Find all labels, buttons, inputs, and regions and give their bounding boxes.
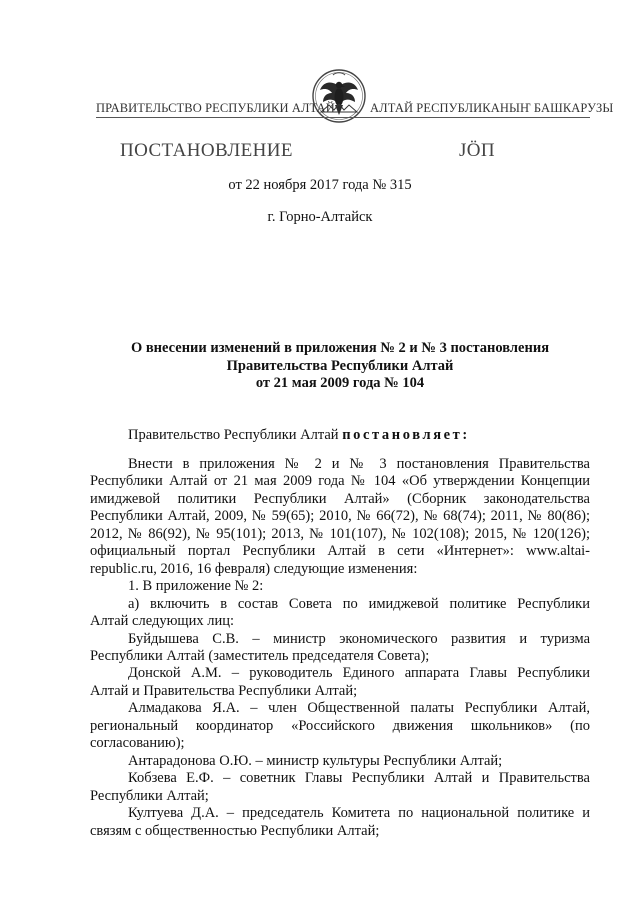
doc-type-ru: ПОСТАНОВЛЕНИЕ [120,140,293,161]
header-government-alt: АЛТАЙ РЕСПУБЛИКАНЫҤ БАШКАРУЗЫ [370,101,614,115]
doc-type-alt: JÖП [459,140,496,161]
body-line: Алтай и Правительства Республики Алтай; [90,682,358,699]
body-line: региональный координатор «Российского движения школьников» (по [90,717,590,734]
body-line: Республики Алтай; [90,787,209,804]
document-body [90,456,590,840]
body-line: согласованию); [90,735,185,752]
title-line: Правительства Республики Алтай [226,357,454,374]
body-line: Буйдышева С.В. – министр экономического развития и туризма [128,630,590,647]
title-line: от 21 мая 2009 года № 104 [255,375,425,391]
body-line: Антарадонова О.Ю. – министр культуры Республики Алтай; [128,752,503,769]
body-line: Кобзева Е.Ф. – советник Главы Республики Алтай и Правительства [128,770,590,787]
body-line: Алтай следующих лиц: [90,613,235,630]
body-line: официальный портал Республики Алтай в сети «Интернет»: www.altai- [90,543,590,560]
body-line: имиджевой политики Республики Алтай» (Сборник законодательства [90,490,590,507]
body-line: а) включить в состав Совета по имиджевой политике Республики [128,595,590,612]
body-line: republic.ru, 2016, 16 февраля) следующие изменения: [90,560,418,577]
intro-paragraph [128,426,470,444]
intro-verb: постановляет: [342,427,470,443]
body-line: Донской А.М. – руководитель Единого аппарата Главы Республики [128,665,590,682]
intro-prefix: Правительство Республики Алтай [128,427,339,443]
resolution-date-number: от 22 ноября 2017 года № 315 [228,177,412,193]
body-line: 1. В приложение № 2: [128,578,264,595]
title-line: О внесении изменений в приложения № 2 и № 3 постановления [130,340,550,356]
body-line: Республики Алтай (заместитель председателя Совета); [90,647,430,664]
header-government-ru: ПРАВИТЕЛЬСТВО РЕСПУБЛИКИ АЛТАЙ [96,101,335,115]
body-line: 2012, № 86(92), № 95(101); 2013, № 101(107), № 102(108); 2015, № 120(126); [90,525,590,542]
body-line: Республики Алтай, 2009, № 59(65); 2010, № 66(72), № 68(74); 2011, № 80(86); [90,508,590,525]
body-line: Внести в приложения № 2 и № 3 постановления Правительства [128,456,590,472]
body-line: Алмадакова Я.А. – член Общественной палаты Республики Алтай, [128,700,590,717]
header-divider [96,117,590,118]
document-title [90,340,590,393]
body-line: связям с общественностью Республики Алтай; [90,822,380,839]
body-line: Култуева Д.А. – председатель Комитета по национальной политике и [128,805,590,822]
body-line: Республики Алтай от 21 мая 2009 года № 104 «Об утверждении Концепции [90,473,590,490]
city: г. Горно-Алтайск [267,209,373,225]
